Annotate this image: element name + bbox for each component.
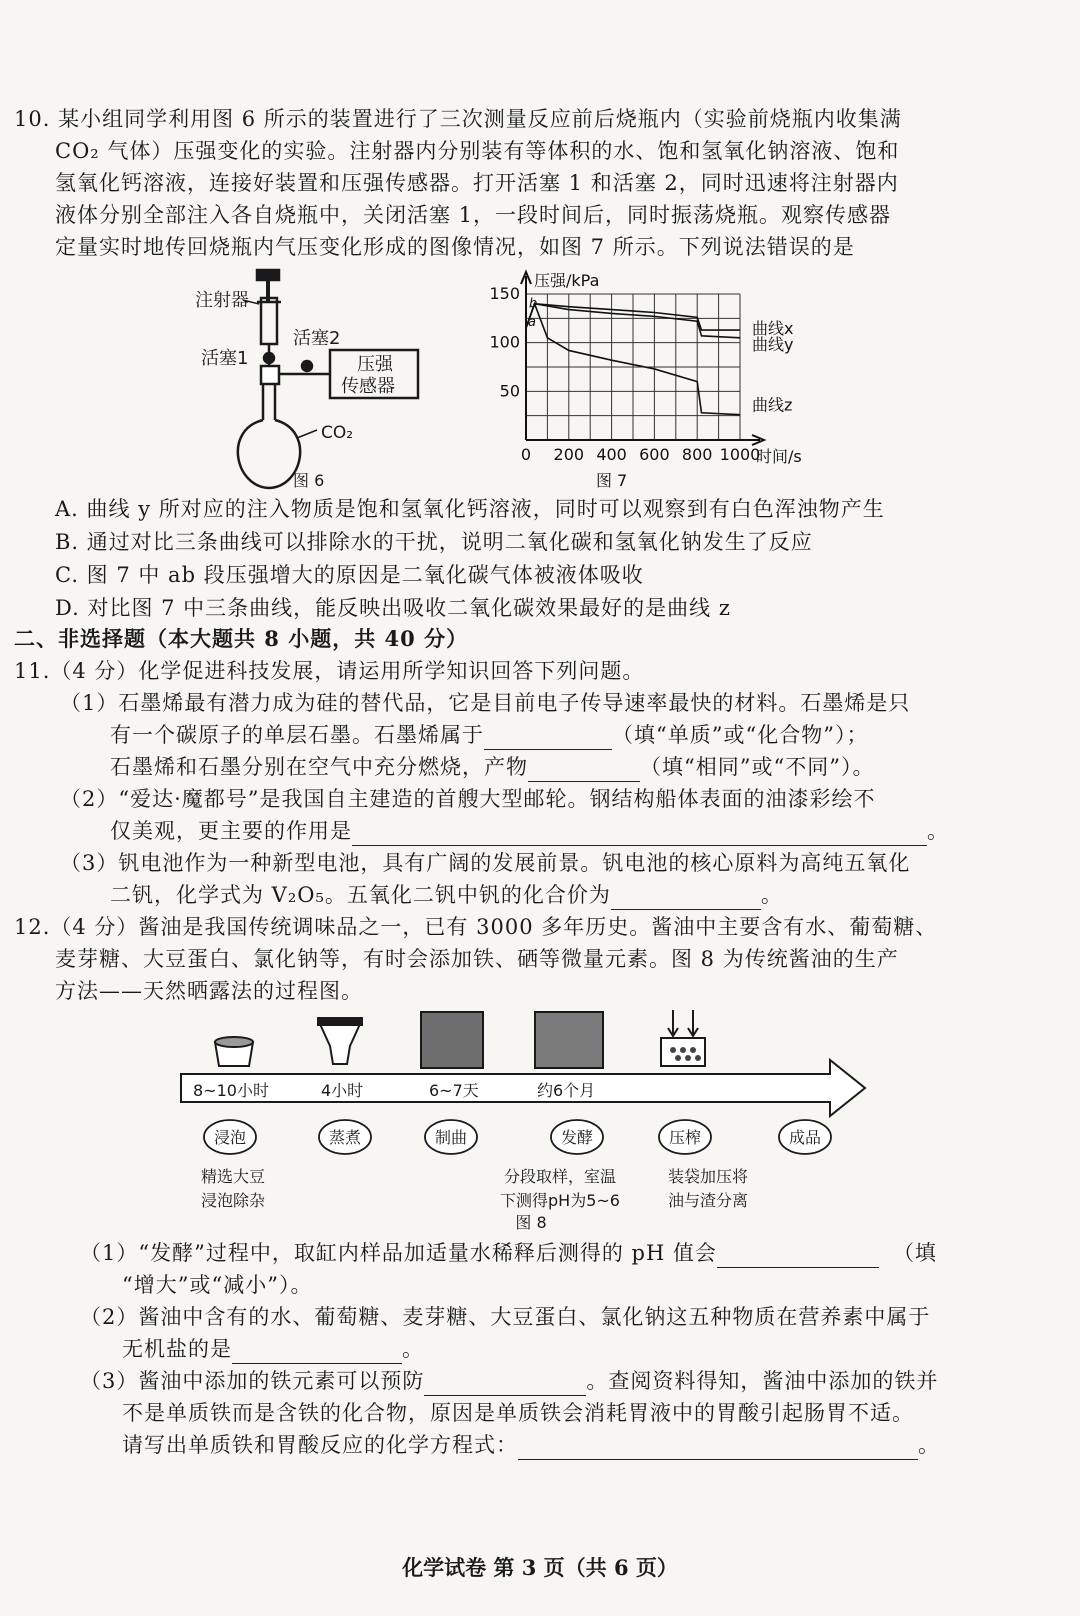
q12-answer-blank-4[interactable] <box>518 1437 918 1460</box>
q11-p1-line2 <box>110 720 868 750</box>
q12-answer-blank-3[interactable] <box>424 1373 586 1396</box>
q11-p1-text-a: 有一个碳原子的单层石墨。石墨烯属于 <box>110 723 484 747</box>
figure-7-chart <box>478 266 848 494</box>
note-press-2: 油与渣分离 <box>667 1191 749 1210</box>
q11-p3-line2 <box>110 880 783 910</box>
q12-answer-blank-1[interactable] <box>717 1245 879 1268</box>
q12-line-2: 麦芽糖、大豆蛋白、氯化钠等，有时会添加铁、硒等微量元素。图 8 为传统酱油的生产 <box>55 947 899 971</box>
step-soak: 浸泡 <box>213 1128 247 1147</box>
point-label-a: a <box>528 315 536 331</box>
note-press-1: 装袋加压将 <box>667 1167 749 1186</box>
steam-pot-icon <box>320 1024 360 1064</box>
q11-p1-text-b: （填“单质”或“化合物”）； <box>612 723 869 747</box>
x-tick-label: 400 <box>596 445 627 464</box>
process-arrow <box>181 1060 865 1116</box>
q11-answer-blank-1[interactable] <box>484 727 612 750</box>
step-steam: 蒸煮 <box>328 1128 362 1147</box>
q12-answer-blank-2[interactable] <box>232 1341 402 1364</box>
q11-answer-blank-4[interactable] <box>611 887 761 910</box>
q12-p2-text-b: 。 <box>402 1337 424 1361</box>
q11-p1-text-c: 石墨烯和石墨分别在空气中充分燃烧，产物 <box>110 755 528 779</box>
flask-body <box>238 420 300 488</box>
q11-p1-line3 <box>110 752 874 782</box>
x-tick-label: 800 <box>681 445 713 464</box>
step-koji: 制曲 <box>434 1128 468 1147</box>
q10-option-b: B. 通过对比三条曲线可以排除水的干扰，说明二氧化碳和氢氧化钠发生了反应 <box>55 530 813 554</box>
x-tick-label: 600 <box>639 445 670 464</box>
step-press: 压榨 <box>668 1128 702 1147</box>
sensor-label-2: 传感器 <box>341 376 395 397</box>
note-soak-2: 浸泡除杂 <box>200 1191 266 1210</box>
q11-p3-text-a: 二钒，化学式为 V₂O₅。五氧化二钒中钒的化合价为 <box>110 883 611 907</box>
figure-7-caption: 图 7 <box>595 471 628 490</box>
q12-p2-line2 <box>122 1334 424 1364</box>
figure-6-caption: 图 6 <box>293 471 325 490</box>
series-label-3: 曲线z <box>752 395 793 415</box>
y-tick-label: 150 <box>489 284 520 303</box>
duration-soak: 8~10小时 <box>193 1081 269 1100</box>
syringe-plunger-cap <box>257 270 279 280</box>
q11-answer-blank-3[interactable] <box>352 823 927 846</box>
q10-option-c: C. 图 7 中 ab 段压强增大的原因是二氧化碳气体被液体吸收 <box>55 563 644 587</box>
q10-line-1: 10. 某小组同学利用图 6 所示的装置进行了三次测量反应前后烧瓶内（实验前烧瓶内收集满 <box>14 107 902 131</box>
q12-p1-text-b: （填 <box>892 1241 937 1265</box>
page-footer: 化学试卷 第 3 页（共 6 页） <box>402 1555 678 1580</box>
soak-beans-icon <box>215 1037 253 1047</box>
figure-8-process <box>175 1004 875 1236</box>
q12-line-1: 12.（4 分）酱油是我国传统调味品之一，已有 3000 多年历史。酱油中主要含有水、葡萄糖、 <box>14 915 938 939</box>
q12-p1-text-a: （1）“发酵”过程中，取缸内样品加适量水稀释后测得的 pH 值会 <box>80 1241 717 1265</box>
x-tick-label: 200 <box>553 445 585 464</box>
valve-1-icon <box>264 353 274 363</box>
sensor-label-1: 压强 <box>357 354 393 375</box>
figure-8-caption: 图 8 <box>515 1213 547 1232</box>
q11-heading: 11.（4 分）化学促进科技发展，请运用所学知识回答下列问题。 <box>14 659 645 683</box>
q10-line-3: 氢氧化钙溶液，连接好装置和压强传感器。打开活塞 1 和活塞 2，同时迅速将注射器内 <box>55 171 899 195</box>
q10-line-4: 液体分别全部注入各自烧瓶中，关闭活塞 1，一段时间后，同时振荡烧瓶。观察传感器 <box>55 203 892 227</box>
step-ferment: 发酵 <box>560 1128 594 1147</box>
duration-koji: 6~7天 <box>429 1081 479 1100</box>
q11-p2-line2 <box>110 816 949 846</box>
q11-p2-line1: （2）“爱达·魔都号”是我国自主建造的首艘大型邮轮。钢结构船体表面的油漆彩绘不 <box>60 787 876 811</box>
note-soak-1: 精选大豆 <box>200 1167 266 1186</box>
q12-p2-line1: （2）酱油中含有的水、葡萄糖、麦芽糖、大豆蛋白、氯化钠这五种物质在营养素中属于 <box>80 1305 931 1329</box>
section-2-heading: 二、非选择题（本大题共 8 小题，共 40 分） <box>14 626 469 651</box>
y-tick-label: 50 <box>499 381 520 401</box>
note-ferment-2: 下测得pH为5~6 <box>500 1191 620 1210</box>
valve-1-label: 活塞1 <box>201 348 249 369</box>
x-axis-label: 时间/s <box>756 447 802 466</box>
q12-line-3: 方法——天然晒露法的过程图。 <box>55 979 363 1003</box>
x-tick-label: 1000 <box>719 445 761 464</box>
steam-lid-icon <box>318 1018 362 1025</box>
q12-p3-line1 <box>80 1366 938 1396</box>
q11-answer-blank-2[interactable] <box>528 759 640 782</box>
q11-p1-text-d: （填“相同”或“不同”）。 <box>640 755 875 779</box>
q12-p3-line3 <box>122 1430 940 1460</box>
valve-2-icon <box>302 361 312 371</box>
syringe-barrel <box>261 298 277 344</box>
q10-line-5: 定量实时地传回烧瓶内气压变化形成的图像情况，如图 7 所示。下列说法错误的是 <box>55 235 855 259</box>
q11-p2-text-b: 。 <box>927 819 949 843</box>
q10-option-a: A. 曲线 y 所对应的注入物质是饱和氢氧化钙溶液，同时可以观察到有白色浑浊物产生 <box>55 497 885 521</box>
q12-p3-text-d: 。 <box>918 1433 940 1457</box>
y-tick-label: 100 <box>489 332 520 352</box>
q12-p3-text-c: 请写出单质铁和胃酸反应的化学方程式： <box>122 1433 518 1457</box>
q12-p2-text-a: 无机盐的是 <box>122 1337 232 1361</box>
q11-p2-text-a: 仅美观，更主要的作用是 <box>110 819 352 843</box>
q11-p1-line1: （1）石墨烯最有潜力成为硅的替代品，它是目前电子传导速率最快的材料。石墨烯是只 <box>60 691 911 715</box>
syringe-label: 注射器 <box>195 290 249 311</box>
note-ferment-1: 分段取样，室温 <box>503 1167 617 1186</box>
q12-p3-line2: 不是单质铁而是含铁的化合物，原因是单质铁会消耗胃液中的胃酸引起肠胃不适。 <box>122 1401 914 1425</box>
valve-2-label: 活塞2 <box>293 328 341 349</box>
figure-6-apparatus <box>185 262 485 494</box>
q12-p3-text-a: （3）酱油中添加的铁元素可以预防 <box>80 1369 425 1393</box>
series-label-1: 曲线x <box>752 319 794 339</box>
step-product: 成品 <box>788 1128 822 1147</box>
q11-p3-text-b: 。 <box>760 883 783 907</box>
q11-p3-line1: （3）钒电池作为一种新型电池，具有广阔的发展前景。钒电池的核心原料为高纯五氧化 <box>60 851 911 875</box>
q10-line-2: CO₂ 气体）压强变化的实验。注射器内分别装有等体积的水、饱和氢氧化钠溶液、饱和 <box>55 139 900 163</box>
fermentation-jars-icon <box>535 1012 603 1068</box>
q12-p1-line2: “增大”或“减小”）。 <box>122 1273 313 1297</box>
y-axis-label: 压强/kPa <box>534 271 600 290</box>
co2-label: CO₂ <box>321 423 354 443</box>
q12-p1-line1 <box>80 1238 937 1268</box>
point-label-b: b <box>529 296 538 312</box>
koji-making-icon <box>421 1012 483 1068</box>
x-tick-label: 0 <box>520 445 532 464</box>
q10-option-d: D. 对比图 7 中三条曲线，能反映出吸收二氧化碳效果最好的是曲线 z <box>55 596 731 620</box>
duration-ferment: 约6个月 <box>537 1081 596 1100</box>
q12-p3-text-b: 。查阅资料得知，酱油中添加的铁并 <box>586 1369 939 1393</box>
duration-steam: 4小时 <box>321 1081 364 1100</box>
series-label-2: 曲线y <box>752 334 794 354</box>
